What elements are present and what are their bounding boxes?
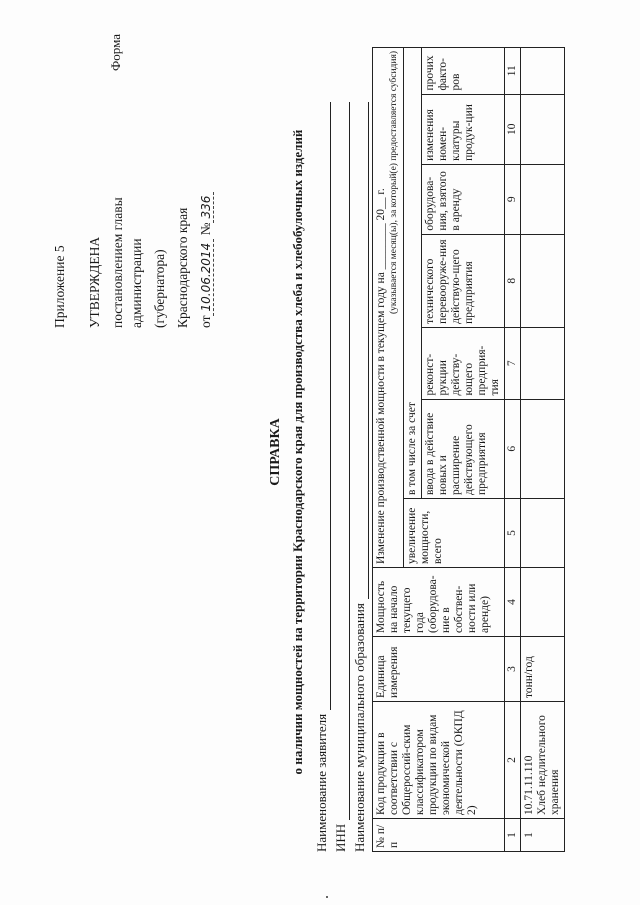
header-col11: прочих факто-ров	[422, 48, 505, 95]
row-empty-cell	[521, 164, 565, 234]
header-row-1	[373, 48, 404, 852]
col-number: 5	[505, 499, 521, 568]
row-empty-cell	[521, 94, 565, 164]
col-number: 3	[505, 637, 521, 702]
applicant-row	[312, 102, 331, 852]
header-change-note: (указывается месяц(ы), за который(е) предоставляется субсидия)	[389, 51, 399, 315]
inn-row	[331, 102, 350, 852]
header-increase: увеличение мощности, всего	[404, 499, 505, 568]
header-col9: оборудова-ния, взятого в аренду	[422, 164, 505, 234]
col-number: 4	[505, 568, 521, 637]
header-code: Код продукции в соответствии с Общероссий-ским классификатором продукции по видам экономической деятельности (ОКПД 2)	[373, 702, 505, 819]
capacity-table	[372, 47, 565, 852]
handwritten-number: 336	[199, 192, 214, 223]
col-number: 11	[505, 48, 521, 95]
applicant-label: Наименование заявителя	[314, 713, 329, 852]
row-empty-cell	[521, 499, 565, 568]
header-unit: Единица измерения	[373, 637, 505, 702]
header-change-text: Изменение производственной мощности в текущем году на ________ 20__ г.	[375, 188, 387, 564]
header-col8: технического перевооруже-ния действую-щего предприятия	[422, 234, 505, 327]
col-number: 1	[505, 819, 521, 852]
applicant-fields	[312, 102, 369, 852]
table-row	[521, 48, 565, 852]
municipality-line	[354, 102, 369, 599]
column-number-row	[505, 48, 521, 852]
col-number: 7	[505, 327, 521, 399]
header-col10: изменения номен-клатуры продук-ции	[422, 94, 505, 164]
row-code-cell	[521, 702, 565, 819]
header-change	[373, 48, 404, 568]
approval-block	[50, 118, 220, 328]
row-empty-cell	[521, 234, 565, 327]
row-code: 10.71.11.110	[523, 755, 535, 815]
appendix-label: Приложение 5	[52, 245, 67, 328]
row-product-name: Хлеб недлительного хранения	[536, 715, 561, 815]
date-prefix: от	[198, 315, 213, 328]
municipality-label: Наименование муниципального образования	[352, 603, 367, 852]
header-col6: ввода в действие новых и расширение действующего предприятия	[422, 399, 505, 498]
applicant-line	[316, 102, 331, 710]
approval-line-3: Краснодарского края	[175, 207, 190, 328]
approval-line-2: (губернатора)	[152, 249, 167, 328]
col-number: 9	[505, 164, 521, 234]
inn-line	[335, 102, 350, 820]
municipality-row	[350, 102, 369, 852]
header-no: № п/п	[373, 819, 505, 852]
col-number: 10	[505, 94, 521, 164]
approval-line-1: постановлением главы администрации	[110, 197, 144, 328]
rotated-page	[20, 22, 620, 882]
header-col7: реконст-рукции действу-ющего предприя-тия	[422, 327, 505, 399]
row-no: 1	[521, 819, 565, 852]
inn-label: ИНН	[333, 823, 348, 852]
document-subtitle: о наличии мощностей на территории Краснодарского края для производства хлеба и хлебобулочных изделий	[290, 129, 305, 775]
row-empty-cell	[521, 568, 565, 637]
number-prefix: №	[198, 222, 213, 236]
approved-label: УТВЕРЖДЕНА	[87, 236, 102, 328]
row-empty-cell	[521, 48, 565, 95]
row-empty-cell	[521, 399, 565, 498]
row-empty-cell	[521, 327, 565, 399]
col-number: 8	[505, 234, 521, 327]
handwritten-date: 10.06.2014	[199, 239, 214, 316]
header-capacity: Мощность на начало текущего года (оборудова-ние в собствен-ности или аренде)	[373, 568, 505, 637]
col-number: 2	[505, 702, 521, 819]
approval-date-line	[196, 118, 216, 328]
document-title: СПРАВКА	[268, 418, 283, 486]
row-unit: тонн/год	[521, 637, 565, 702]
header-incl: в том числе за счет	[404, 48, 422, 499]
form-label: Форма	[108, 34, 123, 71]
col-number: 6	[505, 399, 521, 498]
scan-speck	[326, 896, 328, 898]
